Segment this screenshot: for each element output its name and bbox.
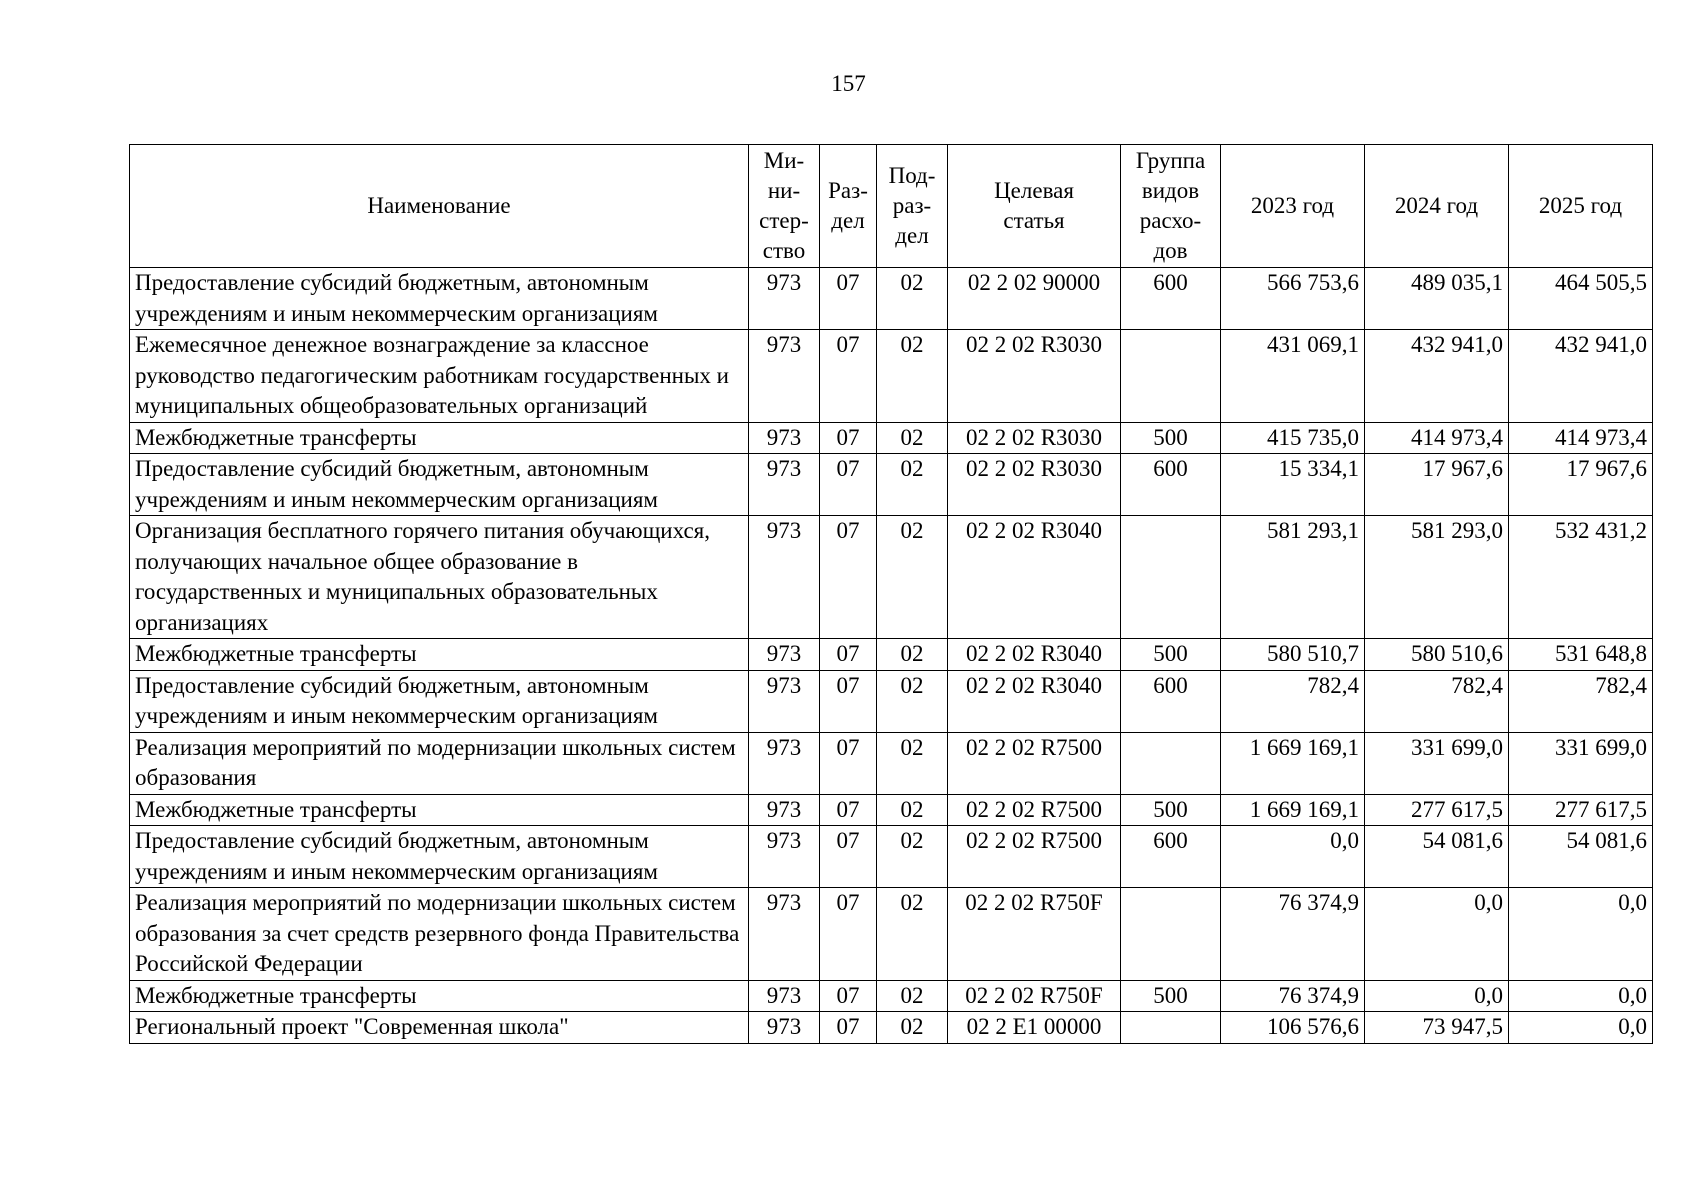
- table-row: [130, 422, 1653, 454]
- cell-subsection: 02: [877, 516, 948, 639]
- table-row: [130, 516, 1653, 639]
- cell-group: [1121, 732, 1221, 794]
- header-row: [130, 145, 1653, 268]
- cell-group: 600: [1121, 268, 1221, 330]
- cell-2024: 489 035,1: [1365, 268, 1509, 330]
- cell-2023: 106 576,6: [1221, 1012, 1365, 1044]
- table-header: [130, 145, 1653, 268]
- cell-subsection: 02: [877, 639, 948, 671]
- col-header-group: Группа видов расхо- дов: [1121, 145, 1221, 268]
- cell-group: 600: [1121, 454, 1221, 516]
- cell-2024: 581 293,0: [1365, 516, 1509, 639]
- cell-name: Предоставление субсидий бюджетным, автономным учреждениям и иным некоммерческим организациям: [130, 454, 749, 516]
- cell-section: 07: [820, 794, 877, 826]
- cell-name: Межбюджетные трансферты: [130, 639, 749, 671]
- cell-subsection: 02: [877, 330, 948, 423]
- cell-2023: 415 735,0: [1221, 422, 1365, 454]
- cell-name: Предоставление субсидий бюджетным, автономным учреждениям и иным некоммерческим организациям: [130, 670, 749, 732]
- cell-2024: 0,0: [1365, 888, 1509, 981]
- cell-group: 600: [1121, 826, 1221, 888]
- col-header-ministry: Ми- ни- стер- ство: [749, 145, 820, 268]
- page-number: 157: [831, 71, 866, 96]
- cell-ministry: 973: [749, 268, 820, 330]
- cell-subsection: 02: [877, 422, 948, 454]
- cell-group: 500: [1121, 794, 1221, 826]
- cell-name: Предоставление субсидий бюджетным, автономным учреждениям и иным некоммерческим организациям: [130, 826, 749, 888]
- cell-ministry: 973: [749, 639, 820, 671]
- cell-section: 07: [820, 888, 877, 981]
- table-row: [130, 888, 1653, 981]
- cell-2024: 414 973,4: [1365, 422, 1509, 454]
- cell-target: 02 2 02 R750F: [948, 980, 1121, 1012]
- table-row: [130, 268, 1653, 330]
- cell-subsection: 02: [877, 732, 948, 794]
- table-row: [130, 330, 1653, 423]
- cell-2023: 566 753,6: [1221, 268, 1365, 330]
- cell-2023: 76 374,9: [1221, 980, 1365, 1012]
- col-header-name: Наименование: [130, 145, 749, 268]
- cell-ministry: 973: [749, 422, 820, 454]
- cell-target: 02 2 02 R3040: [948, 639, 1121, 671]
- cell-subsection: 02: [877, 454, 948, 516]
- cell-section: 07: [820, 422, 877, 454]
- cell-2024: 17 967,6: [1365, 454, 1509, 516]
- cell-target: 02 2 02 R7500: [948, 732, 1121, 794]
- cell-2024: 331 699,0: [1365, 732, 1509, 794]
- cell-2023: 1 669 169,1: [1221, 732, 1365, 794]
- col-header-section: Раз- дел: [820, 145, 877, 268]
- cell-2025: 414 973,4: [1509, 422, 1653, 454]
- cell-name: Региональный проект "Современная школа": [130, 1012, 749, 1044]
- cell-2024: 0,0: [1365, 980, 1509, 1012]
- table-row: [130, 826, 1653, 888]
- cell-2024: 432 941,0: [1365, 330, 1509, 423]
- cell-section: 07: [820, 330, 877, 423]
- cell-section: 07: [820, 1012, 877, 1044]
- cell-subsection: 02: [877, 794, 948, 826]
- col-header-target: Целевая статья: [948, 145, 1121, 268]
- cell-subsection: 02: [877, 1012, 948, 1044]
- cell-2025: 531 648,8: [1509, 639, 1653, 671]
- table-row: [130, 794, 1653, 826]
- cell-2023: 76 374,9: [1221, 888, 1365, 981]
- cell-2025: 432 941,0: [1509, 330, 1653, 423]
- cell-2025: 0,0: [1509, 980, 1653, 1012]
- table-body: [130, 268, 1653, 1044]
- cell-ministry: 973: [749, 794, 820, 826]
- cell-2025: 0,0: [1509, 1012, 1653, 1044]
- table-row: [130, 732, 1653, 794]
- cell-2025: 782,4: [1509, 670, 1653, 732]
- cell-2023: 782,4: [1221, 670, 1365, 732]
- cell-target: 02 2 02 R3040: [948, 670, 1121, 732]
- col-header-2024: 2024 год: [1365, 145, 1509, 268]
- cell-section: 07: [820, 826, 877, 888]
- cell-target: 02 2 02 90000: [948, 268, 1121, 330]
- cell-ministry: 973: [749, 1012, 820, 1044]
- cell-group: 500: [1121, 980, 1221, 1012]
- cell-2024: 54 081,6: [1365, 826, 1509, 888]
- cell-2025: 532 431,2: [1509, 516, 1653, 639]
- cell-subsection: 02: [877, 670, 948, 732]
- cell-2023: 15 334,1: [1221, 454, 1365, 516]
- cell-ministry: 973: [749, 330, 820, 423]
- cell-group: 500: [1121, 639, 1221, 671]
- cell-name: Межбюджетные трансферты: [130, 422, 749, 454]
- cell-name: Реализация мероприятий по модернизации школьных систем образования: [130, 732, 749, 794]
- cell-target: 02 2 02 R7500: [948, 794, 1121, 826]
- cell-section: 07: [820, 670, 877, 732]
- table-row: [130, 454, 1653, 516]
- cell-2024: 73 947,5: [1365, 1012, 1509, 1044]
- cell-ministry: 973: [749, 516, 820, 639]
- cell-2023: 580 510,7: [1221, 639, 1365, 671]
- cell-target: 02 2 02 R3030: [948, 330, 1121, 423]
- table-row: [130, 980, 1653, 1012]
- cell-2023: 431 069,1: [1221, 330, 1365, 423]
- cell-target: 02 2 02 R7500: [948, 826, 1121, 888]
- cell-ministry: 973: [749, 732, 820, 794]
- cell-ministry: 973: [749, 980, 820, 1012]
- cell-name: Предоставление субсидий бюджетным, автономным учреждениям и иным некоммерческим организациям: [130, 268, 749, 330]
- table-row: [130, 1012, 1653, 1044]
- cell-subsection: 02: [877, 268, 948, 330]
- cell-2023: 0,0: [1221, 826, 1365, 888]
- cell-name: Ежемесячное денежное вознаграждение за классное руководство педагогическим работникам государственных и муниципальных общеобразовательных организаций: [130, 330, 749, 423]
- cell-ministry: 973: [749, 826, 820, 888]
- budget-table: [129, 144, 1653, 1044]
- cell-ministry: 973: [749, 888, 820, 981]
- cell-target: 02 2 02 R3030: [948, 422, 1121, 454]
- cell-target: 02 2 E1 00000: [948, 1012, 1121, 1044]
- cell-section: 07: [820, 516, 877, 639]
- table-row: [130, 639, 1653, 671]
- cell-group: [1121, 516, 1221, 639]
- cell-group: [1121, 330, 1221, 423]
- cell-2025: 277 617,5: [1509, 794, 1653, 826]
- cell-2025: 17 967,6: [1509, 454, 1653, 516]
- cell-ministry: 973: [749, 670, 820, 732]
- cell-subsection: 02: [877, 826, 948, 888]
- cell-2024: 277 617,5: [1365, 794, 1509, 826]
- cell-group: 500: [1121, 422, 1221, 454]
- cell-section: 07: [820, 639, 877, 671]
- table-row: [130, 670, 1653, 732]
- cell-2025: 0,0: [1509, 888, 1653, 981]
- cell-ministry: 973: [749, 454, 820, 516]
- cell-target: 02 2 02 R750F: [948, 888, 1121, 981]
- cell-target: 02 2 02 R3030: [948, 454, 1121, 516]
- cell-name: Организация бесплатного горячего питания обучающихся, получающих начальное общее образование в государственных и муниципальных образовательных организациях: [130, 516, 749, 639]
- cell-name: Реализация мероприятий по модернизации школьных систем образования за счет средств резервного фонда Правительства Российской Федерации: [130, 888, 749, 981]
- cell-section: 07: [820, 454, 877, 516]
- cell-2023: 581 293,1: [1221, 516, 1365, 639]
- col-header-2025: 2025 год: [1509, 145, 1653, 268]
- col-header-2023: 2023 год: [1221, 145, 1365, 268]
- cell-2024: 580 510,6: [1365, 639, 1509, 671]
- cell-name: Межбюджетные трансферты: [130, 794, 749, 826]
- cell-name: Межбюджетные трансферты: [130, 980, 749, 1012]
- cell-2025: 54 081,6: [1509, 826, 1653, 888]
- cell-group: [1121, 1012, 1221, 1044]
- cell-subsection: 02: [877, 980, 948, 1012]
- cell-section: 07: [820, 268, 877, 330]
- cell-section: 07: [820, 980, 877, 1012]
- cell-group: [1121, 888, 1221, 981]
- cell-subsection: 02: [877, 888, 948, 981]
- col-header-subsection: Под- раз- дел: [877, 145, 948, 268]
- cell-2025: 331 699,0: [1509, 732, 1653, 794]
- cell-group: 600: [1121, 670, 1221, 732]
- cell-2023: 1 669 169,1: [1221, 794, 1365, 826]
- cell-section: 07: [820, 732, 877, 794]
- cell-target: 02 2 02 R3040: [948, 516, 1121, 639]
- cell-2024: 782,4: [1365, 670, 1509, 732]
- cell-2025: 464 505,5: [1509, 268, 1653, 330]
